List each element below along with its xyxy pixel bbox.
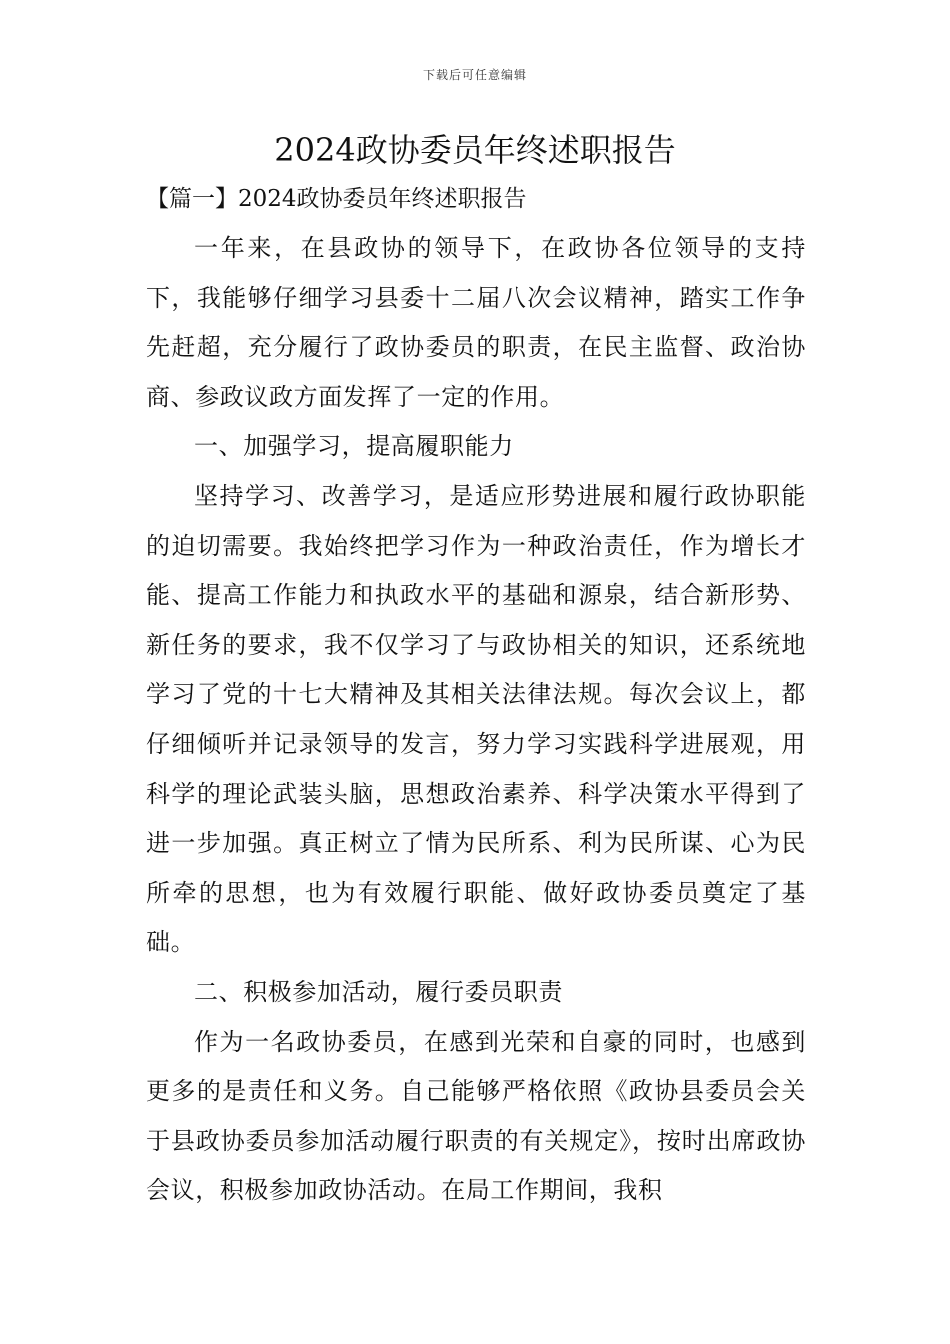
section-subtitle: 【篇一】2024政协委员年终述职报告 — [146, 186, 527, 212]
paragraph-intro: 一年来，在县政协的领导下，在政协各位领导的支持下，我能够仔细学习县委十二届八次会议精神，踏实工作争先赶超，充分履行了政协委员的职责，在民主监督、政治协商、参政议政方面发挥了一定的作用。 — [146, 234, 806, 411]
paragraph-study: 坚持学习、改善学习，是适应形势进展和履行政协职能的迫切需要。我始终把学习作为一种政治责任，作为增长才能、提高工作能力和执政水平的基础和源泉，结合新形势、新任务的要求，我不仅学习了与政协相关的知识，还系统地学习了党的十七大精神及其相关法律法规。每次会议上，都仔细倾听并记录领导的发言，努力学习实践科学进展观，用科学的理论武装头脑，思想政治素养、科学决策水平得到了进一步加强。真正树立了情为民所系、利为民所谋、心为民所牵的思想，也为有效履行职能、做好政协委员奠定了基础。 — [146, 481, 806, 957]
document-title: 2024政协委员年终述职报告 — [274, 131, 676, 169]
document-body — [146, 224, 806, 1216]
paragraph-activities: 作为一名政协委员，在感到光荣和自豪的同时，也感到更多的是责任和义务。自己能够严格依照《政协县委员会关于县政协委员参加活动履行职责的有关规定》，按时出席政协会议，积极参加政协活动。在局工作期间，我积 — [146, 1027, 806, 1205]
header-note: 下载后可任意编辑 — [422, 68, 527, 82]
section-heading-2: 二、积极参加活动，履行委员职责 — [194, 977, 563, 1006]
section-heading-1: 一、加强学习，提高履职能力 — [194, 432, 514, 461]
